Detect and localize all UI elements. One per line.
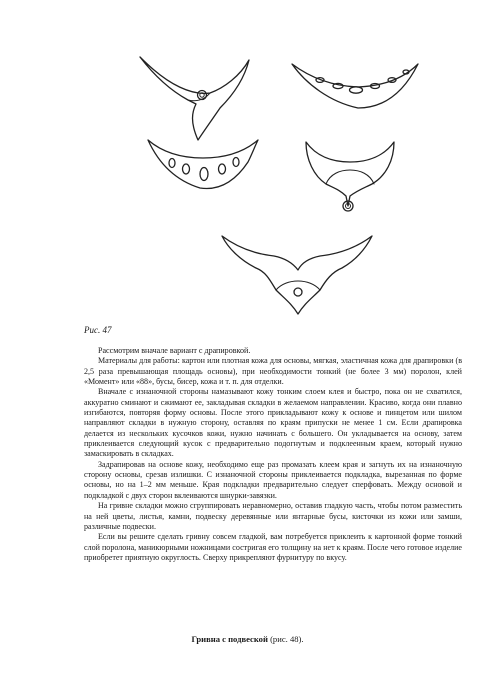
collar-sketch-2 — [292, 64, 418, 108]
paragraph: Если вы решите сделать гривну совсем гладкой, вам потребуется приклеить к картонной форме тонкий слой поролона, маникюрными ножницами состригая его толщину на нет к краям. После чего готовое изделие приобретет приятную округлость. Сверху прикрепляют фурнитуру по вкусу. — [84, 532, 462, 562]
collar-sketch-1 — [140, 57, 249, 140]
paragraph: На гривне складки можно сгруппировать неравномерно, оставив гладкую часть, чтобы потом разместить на ней цветы, листья, камни, подвеску деревянные или янтарные бусы, кисточки из кожи или замши, различные подвески. — [84, 501, 462, 531]
paragraph: Рассмотрим вначале вариант с драпировкой. — [98, 346, 251, 355]
paragraph: Задрапировав на основе кожу, необходимо еще раз промазать клеем края и загнуть их на изнаночную сторону основы, срезав излишки. С изнаночной стороны приклеивается подкладка, вырезанная по форме основы, но на 1–2 мм меньше. Края подкладки предварительно следует сперфовать. Между основой и подкладкой с двух сторон вклеиваются шнурки-завязки. — [84, 459, 462, 500]
paragraph: Вначале с изнаночной стороны намазывают кожу тонким слоем клея и быстро, пока он не схватился, аккуратно сминают и сжимают ее, закладывая складки в желаемом направлении. Красиво, когда они плавно изгибаются, повторяя форму основы. После этого прикладывают кожу к основе и пинцетом или шилом направляют складки в нужную сторону, оставляя по краям припуски не менее 1 см. Если драпировка делается из нескольких кусочков кожи, нужно начинать с большего. Он укладывается на основу, затем приклеивается следующий кусок с предварительно подогнутым и подклеенным краем, который нужно замаскировать в складках. — [84, 387, 462, 459]
paragraph: Материалы для работы: картон или плотная кожа для основы, мягкая, эластичная кожа для драпировки (в 2,5 раза превышающая площадь основы), при необходимости тонкий (не более 3 мм) поролон, клей «Момент» или «88», бусы, бисер, кожа и т. п. для отделки. — [84, 356, 462, 387]
subheading-rest: (рис. 48). — [267, 634, 304, 644]
collar-sketch-5 — [222, 236, 372, 314]
figure-47-illustration — [0, 0, 495, 320]
section-subheading — [0, 634, 495, 644]
subheading-bold: Гривна с подвеской — [191, 634, 268, 644]
collar-sketch-3 — [148, 140, 258, 188]
body-text — [84, 346, 462, 563]
figure-caption: Рис. 47 — [84, 325, 112, 335]
collar-sketch-4 — [306, 142, 394, 211]
